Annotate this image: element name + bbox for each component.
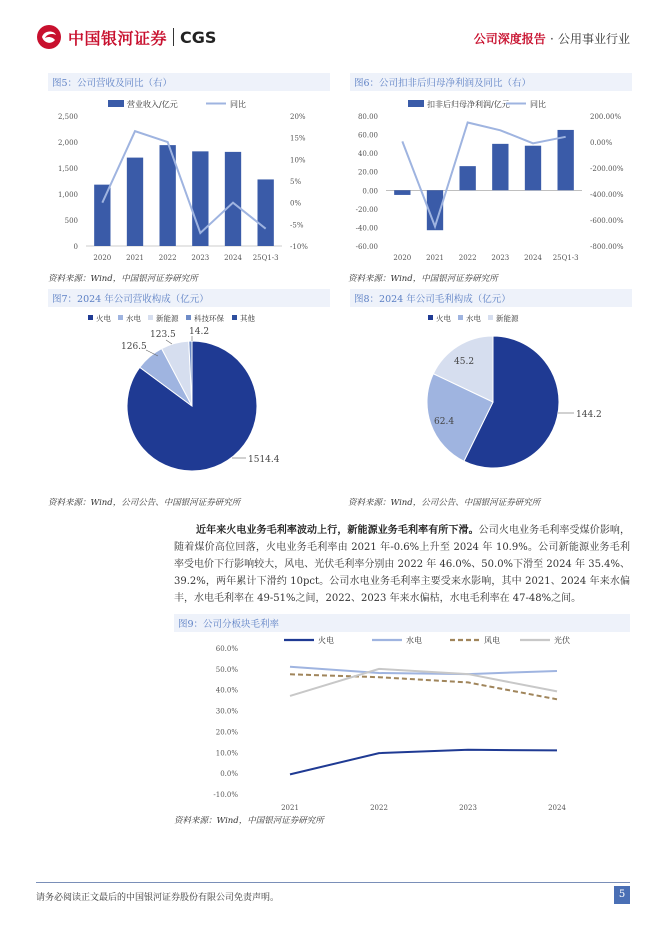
fig8-legend-swatch [458,315,463,320]
fig6-x-tick: 2023 [491,254,510,262]
fig9-legend-label: 光伏 [554,636,570,645]
fig5-y2-tick: -5% [290,221,304,230]
fig5-y2-tick: 20% [290,113,306,121]
fig6-legend-label-line: 同比 [530,100,546,109]
fig5-bar [225,152,241,246]
fig7-legend-swatch [148,315,153,320]
fig5-y2-tick: 10% [290,156,306,165]
fig5-y-tick: 0 [73,243,78,251]
fig6-y-tick: 40.00 [357,150,378,159]
fig7-legend-label: 其他 [240,314,255,323]
industry-label: 公用事业行业 [557,32,630,46]
fig8-data-label: 45.2 [454,357,475,367]
fig5-title: 图5：公司营收及同比（右） [48,73,330,91]
fig6-y2-tick: -800.00% [590,243,624,251]
fig6-y2-tick: -400.00% [590,191,624,199]
fig7-legend-label: 水电 [126,314,141,323]
footer-disclaimer: 请务必阅读正文最后的中国银河证券股份有限公司免责声明。 [36,893,280,903]
page-number: 5 [614,886,630,904]
fig5-x-tick: 2020 [93,254,112,262]
fig6-bar [492,144,508,190]
fig6-chart [346,92,636,268]
fig8-legend-label: 火电 [436,314,451,323]
fig6-x-tick: 2021 [426,254,444,262]
fig5-y-tick: 1,500 [57,165,78,173]
fig5-bar [94,185,110,246]
fig5-x-tick: 2021 [126,254,144,262]
fig5-bar [258,179,274,246]
fig5-chart [46,92,336,268]
fig9-y-tick: 40.0% [215,686,238,695]
fig8-legend-swatch [488,315,493,320]
fig5-legend-label-bar: 营业收入/亿元 [127,100,178,109]
fig9-x-tick: 2024 [548,804,566,810]
header-separator: · [549,32,554,46]
fig6-source: 资料来源：Wind，中国银河证券研究所 [348,274,498,284]
fig6-y2-tick: -600.00% [590,217,624,225]
fig9-legend-label: 火电 [318,636,334,645]
fig5-y-tick: 2,500 [57,113,78,121]
fig8-legend-label: 水电 [466,314,481,323]
fig7-data-label: 1514.4 [248,455,280,465]
fig6-y2-tick: 0.00% [590,139,613,147]
logo-divider [173,28,174,46]
fig6-y-tick: -60.00 [355,243,378,251]
fig7-chart [46,306,336,490]
fig7-data-label: 126.5 [121,342,147,352]
fig6-title: 图6：公司扣非后归母净利润及同比（右） [350,73,632,91]
fig6-x-tick: 2020 [393,254,412,262]
fig6-legend-swatch-bar [408,100,424,107]
fig5-x-tick: 2024 [224,254,242,262]
fig6-y-tick: 20.00 [357,168,378,177]
fig9-series-line [290,750,557,775]
cgs-logo-icon [36,24,62,50]
logo-text-en: CGS [180,27,217,47]
fig7-legend-label: 科技环保 [194,314,224,323]
fig9-x-tick: 2022 [370,804,388,810]
fig9-x-tick: 2023 [459,804,477,810]
fig5-x-tick: 2023 [191,254,210,262]
fig7-title: 图7：2024 年公司营收构成（亿元） [48,289,330,307]
fig6-bar [460,166,476,190]
fig7-source: 资料来源：Wind，公司公告、中国银河证券研究所 [48,498,241,508]
fig5-y2-tick: -10% [290,243,308,251]
fig9-series-line [290,667,557,674]
fig9-y-tick: 20.0% [215,728,238,737]
fig8-legend-swatch [428,315,433,320]
fig6-bar [394,190,410,195]
fig5-y2-tick: 0% [290,199,302,208]
fig5-y-tick: 2,000 [57,139,78,147]
footer-divider [36,882,630,883]
fig9-chart [174,630,630,810]
fig7-data-label: 14.2 [189,327,210,337]
fig9-y-tick: 10.0% [215,749,238,758]
fig7-data-label: 123.5 [150,330,176,340]
fig8-chart [346,306,636,490]
analysis-paragraph [174,522,630,607]
fig6-y2-tick: 200.00% [590,113,622,121]
fig7-legend-label: 新能源 [156,314,179,323]
fig8-title: 图8：2024 年公司毛利构成（亿元） [350,289,632,307]
fig5-y-tick: 1,000 [57,191,78,199]
fig6-x-tick: 25Q1-3 [552,254,579,262]
fig6-x-tick: 2024 [524,254,542,262]
paragraph-lead: 近年来火电业务毛利率波动上行，新能源业务毛利率有所下滑。 [196,525,479,536]
header-logo [36,24,216,50]
fig5-x-tick: 2022 [158,254,177,262]
paragraph-body: 公司火电业务毛利率受煤价影响，随着煤价高位回落，火电业务毛利率由 2021 年-0.6%上升至 2024 年 10.9%。公司新能源业务毛利率受电价下行影响较大，风电、光伏毛利率分别由 2022 年 46.0%、50.0%下滑至 2024 年 35.4%、39.2%，两年累计下滑约 10pct。公司水电业务毛利率主要受来水影响，其中 2021、2024 年来水偏丰，水电毛利率在 49-51%之间，2022、2023 年来水偏枯，水电毛利率在 47-48%之间。 [174,525,631,604]
fig5-source: 资料来源：Wind，中国银河证券研究所 [48,274,198,284]
fig6-legend-label-bar: 扣非后归母净利润/亿元 [427,100,510,109]
fig9-source: 资料来源：Wind，中国银河证券研究所 [174,816,324,826]
fig6-y-tick: -20.00 [355,205,378,214]
fig8-data-label: 62.4 [434,417,455,427]
fig6-y-tick: 80.00 [357,113,378,121]
fig6-x-tick: 2022 [458,254,477,262]
fig5-y2-tick: 5% [290,178,302,186]
fig9-legend-label: 水电 [406,636,422,645]
fig7-legend-swatch [118,315,123,320]
report-type: 公司深度报告 [473,32,546,46]
fig9-legend-label: 风电 [484,636,500,645]
fig6-y-tick: 0.00 [362,187,378,196]
fig6-y-tick: 60.00 [357,131,378,140]
fig9-series-line [290,674,557,699]
header-report-type [474,30,630,47]
fig6-bar [525,146,541,191]
fig8-source: 资料来源：Wind，公司公告、中国银河证券研究所 [348,498,541,508]
fig9-y-tick: 50.0% [215,665,238,674]
fig6-bar [558,130,574,190]
fig8-data-label: 144.2 [576,410,602,420]
fig9-x-tick: 2021 [281,804,299,810]
fig7-legend-swatch [232,315,237,320]
fig7-legend-label: 火电 [96,314,111,323]
fig6-y-tick: -40.00 [355,224,378,233]
fig5-legend-swatch-bar [108,100,124,107]
fig9-title: 图9：公司分板块毛利率 [174,614,630,632]
fig7-legend-swatch [186,315,191,320]
fig9-y-tick: 0.0% [220,770,238,779]
logo-text-cn: 中国银河证券 [68,28,168,48]
fig9-y-tick: 30.0% [215,707,238,716]
fig6-y2-tick: -200.00% [590,165,624,173]
fig5-y-tick: 500 [64,217,78,225]
fig5-legend-label-line: 同比 [230,100,246,109]
fig8-legend-label: 新能源 [496,314,519,323]
fig9-y-tick: 60.0% [215,645,238,653]
fig9-y-tick: -10.0% [213,791,238,799]
fig7-leader-line [166,340,172,344]
fig7-legend-swatch [88,315,93,320]
fig5-y2-tick: 15% [290,134,306,143]
fig5-yoy-line [102,131,265,233]
fig5-bar [127,158,143,246]
fig5-x-tick: 25Q1-3 [252,254,279,262]
